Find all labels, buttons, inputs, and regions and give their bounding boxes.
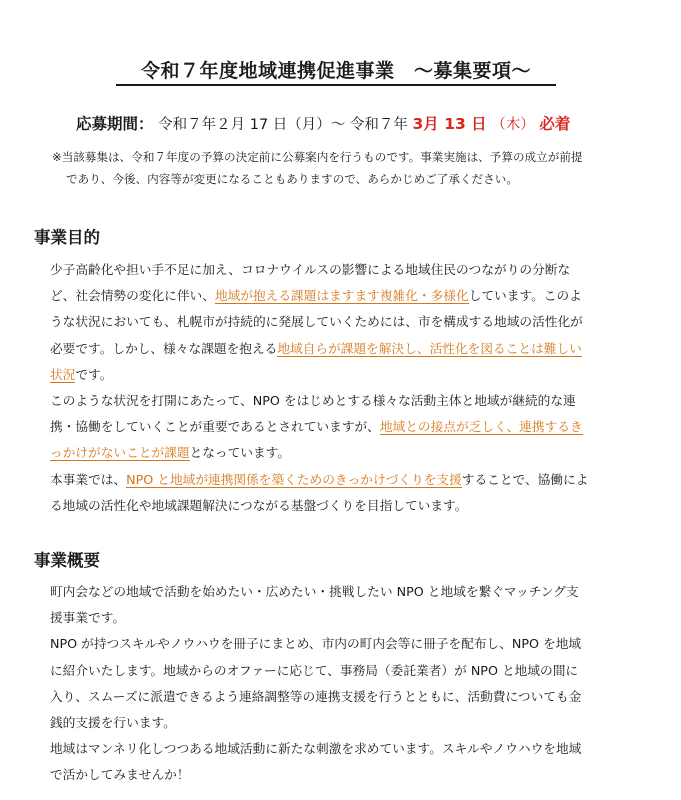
section-body-overview xyxy=(50,579,640,789)
period-start: 令和７年２月 17 日（月）～ 令和７年 xyxy=(158,117,408,133)
highlight-text: NPO と地域が連携関係を築くためのきっかけづくりを支援 xyxy=(126,471,462,487)
text-span: ど、社会情勢の変化に伴い、 xyxy=(50,288,215,304)
body-line: 町内会などの地域で活動を始めたい・広めたい・挑戦したい NPO と地域を繋ぐマッチング支 xyxy=(50,584,579,599)
period-label: 応募期間： xyxy=(76,115,154,133)
highlight-text: 状況 xyxy=(50,366,76,382)
body-line xyxy=(50,467,640,493)
section-heading-overview: 事業概要 xyxy=(34,551,100,570)
highlight-text: 地域との接点が乏しく、連携するき xyxy=(379,419,583,435)
body-line: 銭的支援を行います。 xyxy=(50,714,176,730)
title-underline xyxy=(116,84,556,86)
budget-note xyxy=(52,146,642,190)
period-must-arrive: 必着 xyxy=(539,115,571,133)
body-line: で活かしてみませんか！ xyxy=(50,767,190,783)
body-line xyxy=(50,440,640,466)
body-line xyxy=(50,283,640,309)
body-line: 援事業です。 xyxy=(50,610,126,626)
section-heading-purpose: 事業目的 xyxy=(34,228,100,247)
text-span: 必要です。しかし、様々な課題を抱える xyxy=(50,340,278,356)
body-line: 少子高齢化や担い手不足に加え、コロナウイルスの影響による地域住民のつながりの分断な xyxy=(50,262,571,277)
text-span: することで、協働によ xyxy=(461,471,589,487)
period-deadline: 3月 13 日 xyxy=(412,115,487,133)
text-span: しています。このよ xyxy=(468,288,582,304)
text-span: です。 xyxy=(75,366,113,382)
note-line: であり、今後、内容等が変更になることもありますので、あらかじめご了承ください。 xyxy=(66,172,518,186)
body-line: 地域はマンネリ化しつつある地域活動に新たな刺激を求めています。スキルやノウハウを地域 xyxy=(50,741,582,757)
body-line: このような状況を打開にあたって、NPO をはじめとする様々な活動主体と地域が継続的な連 xyxy=(50,392,576,408)
text-span: となっています。 xyxy=(189,445,291,461)
text-span: 本事業では、 xyxy=(50,471,127,487)
body-line xyxy=(50,414,640,440)
highlight-text: っかけがないことが課題 xyxy=(50,445,190,461)
highlight-text: 地域が抱える課題はますます複雑化・多様化 xyxy=(214,288,469,304)
body-line: NPO が持つスキルやノウハウを冊子にまとめ、市内の町内会等に冊子を配布し、NPO を地域 xyxy=(50,636,582,652)
application-period xyxy=(76,112,636,134)
highlight-text: 地域自らが課題を解決し、活性化を図ることは難しい xyxy=(277,340,582,356)
note-line: ※当該募集は、令和７年度の予算の決定前に公募案内を行うものです。事業実施は、予算の成立が前提 xyxy=(52,150,583,164)
page-title: 令和７年度地域連携促進事業 ～募集要項～ xyxy=(140,60,531,82)
body-line: る地域の活性化や地域課題解決につながる基盤づくりを目指しています。 xyxy=(50,497,468,513)
body-line xyxy=(50,336,640,362)
text-span: 携・協働をしていくことが重要であるとされていますが、 xyxy=(50,419,380,435)
body-line: うな状況においても、札幌市が持続的に発展していくためには、市を構成する地域の活性化が xyxy=(50,314,583,330)
section-body-purpose xyxy=(50,257,640,519)
period-deadline-weekday: （木） xyxy=(491,117,535,133)
body-line: 入り、スムーズに派遣できるよう連絡調整等の連携支援を行うとともに、活動費についても金 xyxy=(50,688,582,704)
body-line xyxy=(50,362,640,388)
body-line: に紹介いたします。地域からのオファーに応じて、事務局（委託業者）が NPO と地域の間に xyxy=(50,662,579,678)
